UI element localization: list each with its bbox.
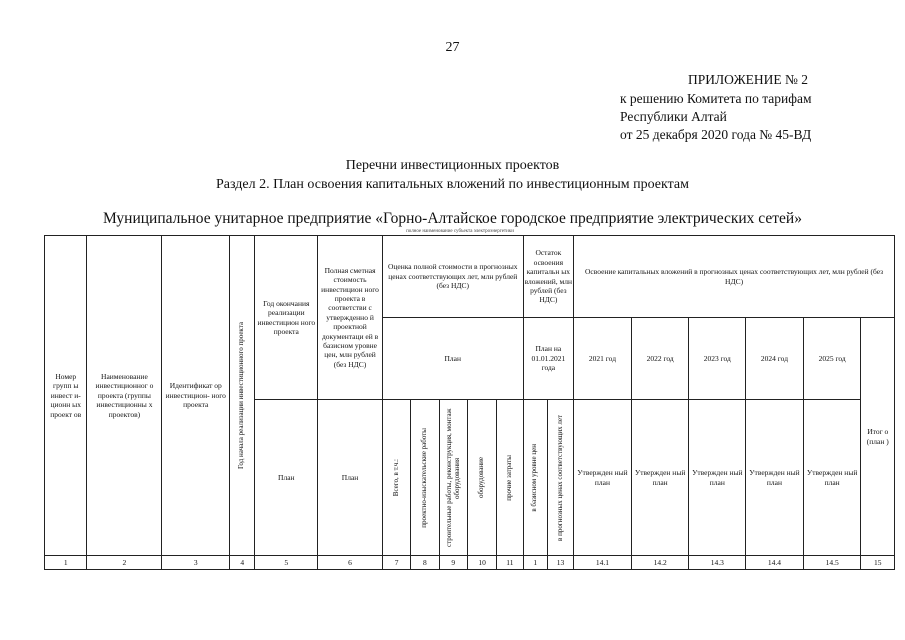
column-number: 10 — [467, 556, 496, 570]
column-number: 14.4 — [746, 556, 804, 570]
header-approved-2023: Утвержден ный план — [689, 400, 746, 556]
header-design-works — [411, 400, 439, 556]
column-number: 8 — [411, 556, 439, 570]
header-year-2025: 2025 год — [803, 318, 861, 400]
column-number: 14.1 — [574, 556, 632, 570]
header-approved-2022: Утвержден ный план — [631, 400, 689, 556]
header-other-text: прочие затраты — [505, 454, 514, 501]
column-number: 1 — [523, 556, 547, 570]
header-year-2021: 2021 год — [574, 318, 632, 400]
header-forecast-prices-text: в прогнозных ценах соответствующих лет — [556, 414, 565, 541]
column-number: 4 — [230, 556, 255, 570]
header-forecast-prices — [547, 400, 573, 556]
header-end-year: Год окончания реализации инвестицион ного проекта — [255, 236, 318, 400]
header-plan-date: План на 01.01.2021 года — [523, 318, 574, 400]
header-year-2022: 2022 год — [631, 318, 689, 400]
header-base-prices — [523, 400, 547, 556]
header-total: Итог о (план ) — [861, 318, 895, 556]
header-total-incl — [382, 400, 410, 556]
header-plan-cost: План — [318, 400, 383, 556]
organization-caption: полное наименование субъекта электроэнергетики — [406, 229, 514, 234]
column-number: 2 — [87, 556, 162, 570]
header-construction-text: строительные работы, реконструкция, монтаж оборудования — [445, 408, 462, 547]
header-project-id: Идентификат ор инвестицион- ного проекта — [162, 236, 230, 556]
investment-plan-table — [44, 235, 895, 570]
header-design-works-text: проектно-изыскательские работы — [420, 427, 429, 528]
header-cost-estimate: Оценка полной стоимости в прогнозных ценах соответствующих лет, млн рублей (без НДС) — [382, 236, 523, 318]
column-number: 7 — [382, 556, 410, 570]
header-year-2023: 2023 год — [689, 318, 746, 400]
header-start-year-text: Год начала реализации инвестиционного проекта — [237, 322, 246, 469]
column-number: 14.3 — [689, 556, 746, 570]
header-equipment-text: оборудование — [477, 456, 486, 498]
header-full-cost: Полная сметная стоимость инвестицион ного проекта в соответстви с утвержденно й проектной документаци ей в базисном уровне цен, млн рублей (без НДС) — [318, 236, 383, 400]
column-number: 14.2 — [631, 556, 689, 570]
header-base-prices-text: в базисном уровне цен — [530, 443, 539, 512]
header-approved-2021: Утвержден ный план — [574, 400, 632, 556]
header-project-name: Наименование инвестиционног о проекта (группы инвестиционны х проектов) — [87, 236, 162, 556]
column-number: 9 — [439, 556, 467, 570]
header-construction — [439, 400, 467, 556]
column-number-row — [45, 556, 895, 570]
header-approved-2025: Утвержден ный план — [803, 400, 861, 556]
header-total-incl-text: Всего, в т.ч.: — [391, 458, 400, 497]
header-other — [497, 400, 523, 556]
appendix-line-republic: Республики Алтай — [620, 109, 727, 124]
document-title: Перечни инвестиционных проектов — [345, 158, 560, 173]
column-number: 14.5 — [803, 556, 861, 570]
header-approved-2024: Утвержден ный план — [746, 400, 804, 556]
appendix-line-date: от 25 декабря 2020 года № 45-ВД — [620, 127, 812, 142]
header-year-2024: 2024 год — [746, 318, 804, 400]
header-remaining: Остаток освоения капитальн ых вложений, млн рублей (без НДС) — [523, 236, 574, 318]
column-number: 1 — [45, 556, 87, 570]
header-equipment — [467, 400, 496, 556]
header-group-number: Номер групп ы инвест и- ционн ых проект ов — [45, 236, 87, 556]
column-number: 11 — [497, 556, 523, 570]
column-number: 6 — [318, 556, 383, 570]
column-number: 3 — [162, 556, 230, 570]
section-title: Раздел 2. План освоения капитальных вложений по инвестиционным проектам — [215, 177, 689, 192]
header-plan-end: План — [255, 400, 318, 556]
appendix-line-decision: к решению Комитета по тарифам — [620, 91, 812, 106]
appendix-title: ПРИЛОЖЕНИЕ № 2 — [688, 72, 809, 87]
column-number: 15 — [861, 556, 895, 570]
header-development: Освоение капитальных вложений в прогнозных ценах соответствующих лет, млн рублей (без НДС) — [574, 236, 895, 318]
column-number: 5 — [255, 556, 318, 570]
page-number: 27 — [445, 40, 460, 55]
header-start-year — [230, 236, 255, 556]
header-plan: План — [382, 318, 523, 400]
organization-name: Муниципальное унитарное предприятие «Горно-Алтайское городское предприятие электрических сетей» — [103, 210, 802, 227]
column-number: 13 — [547, 556, 573, 570]
